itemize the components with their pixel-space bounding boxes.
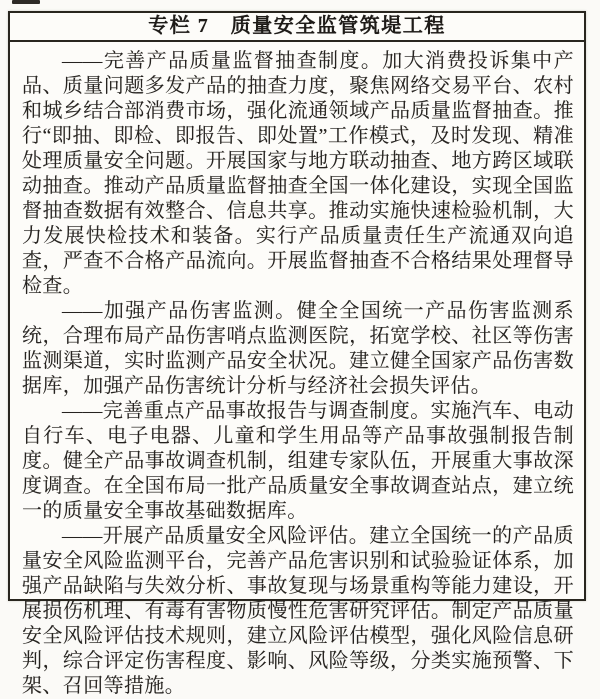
column-body bbox=[10, 42, 584, 699]
column-box bbox=[8, 11, 586, 697]
paragraph-quality-supervision-sampling: ——完善产品质量监督抽查制度。加大消费投诉集中产品、质量问题多发产品的抽查力度，聚焦网络交易平台、农村和城乡结合部消费市场，强化流通领域产品质量监督抽查。推行“即抽、即检、即报告、即处置”工作模式，及时发现、精准处理质量安全问题。开展国家与地方联动抽查、地方跨区域联动抽查。推动产品质量监督抽查全国一体化建设，实现全国监督抽查数据有效整合、信息共享。推动实施快速检验机制，大力发展快检技术和装备。实行产品质量责任生产流通双向追查，严查不合格产品流向。开展监督抽查不合格结果处理督导检查。 bbox=[22, 50, 574, 297]
paragraph-product-injury-monitoring: ——加强产品伤害监测。健全全国统一产品伤害监测系统，合理布局产品伤害哨点监测医院，拓宽学校、社区等伤害监测渠道，实时监测产品安全状况。建立健全国家产品伤害数据库，加强产品伤害统计分析与经济社会损失评估。 bbox=[22, 300, 574, 397]
paragraph-safety-risk-assessment: ——开展产品质量安全风险评估。建立全国统一的产品质量安全风险监测平台，完善产品危害识别和试验验证体系，加强产品缺陷与失效分析、事故复现与场景重构等能力建设，开展损伤机理、有毒有害物质慢性危害研究评估。制定产品质量安全风险评估技术规则，建立风险评估模型，强化风险信息研判，综合评定伤害程度、影响、风险等级，分类实施预警、下架、召回等措施。 bbox=[22, 525, 574, 697]
paragraph-accident-report-investigation: ——完善重点产品事故报告与调查制度。实施汽车、电动自行车、电子电器、儿童和学生用品等产品事故强制报告制度。健全产品事故调查机制，组建专家队伍，开展重大事故深度调查。在全国布局一批产品质量安全事故调查站点，建立统一的质量安全事故基础数据库。 bbox=[22, 400, 574, 522]
column-title: 专栏 7 质量安全监管筑堤工程 bbox=[10, 13, 584, 42]
scan-artifact-dash bbox=[12, 0, 40, 4]
